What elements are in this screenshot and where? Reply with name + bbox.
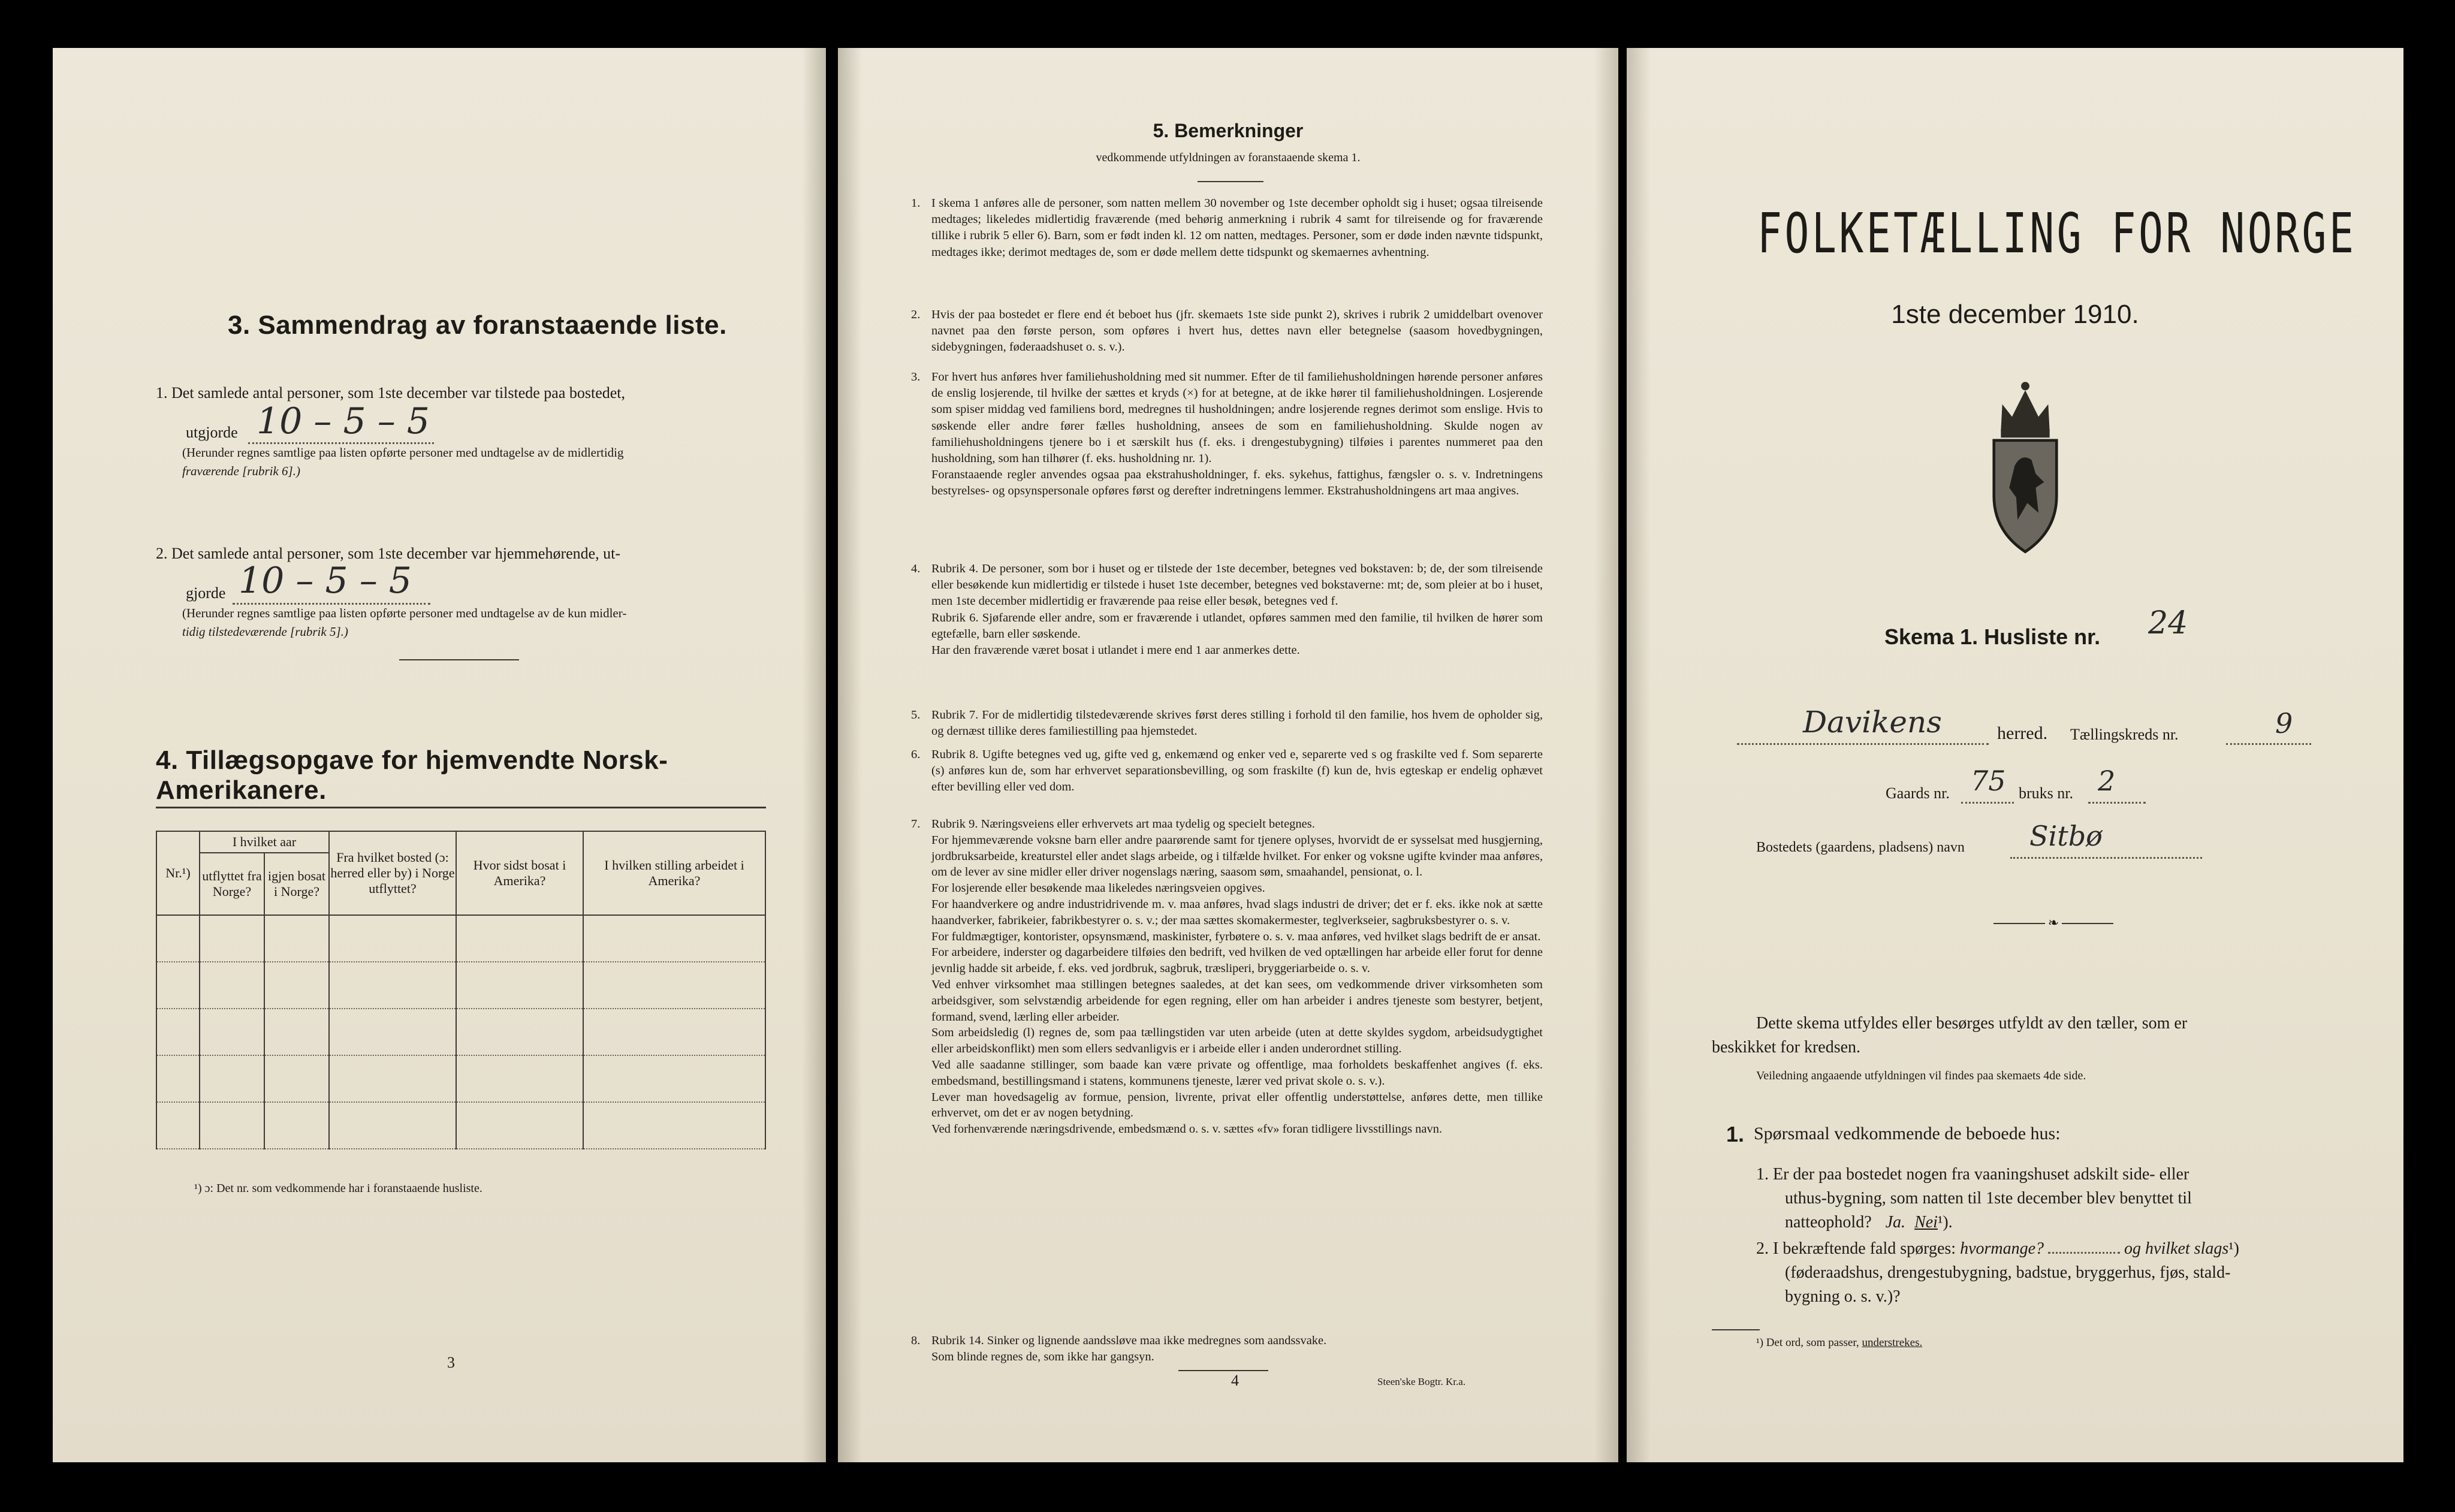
bosted-dotted-line xyxy=(2010,857,2202,859)
table-row xyxy=(156,1102,765,1149)
bruks-dotted-line xyxy=(2088,802,2146,804)
gaards-label: Gaards nr. xyxy=(1886,784,1950,802)
ornament-glyph: ❧ xyxy=(2045,915,2062,931)
table-cell xyxy=(264,1009,329,1055)
fold-shadow xyxy=(838,48,862,1462)
table-cell xyxy=(200,1009,264,1055)
intro-line1: Dette skema utfyldes eller besørges utfyldt av den tæller, som er xyxy=(1756,1014,2188,1033)
q1-item1-line3 xyxy=(1785,1212,1953,1233)
crown-base xyxy=(2001,429,2049,437)
remark-number: 5. xyxy=(911,708,921,722)
section3-item1-label: utgjorde xyxy=(186,424,238,441)
remark-text: Rubrik 9. Næringsveiens eller erhvervets art maa tydelig og specielt betegnes. For hjemmeværende voksne barn eller andre paarørende samt for tjenere oplyses, hvorvidt de er sysselsat med husgjerning, jordbruksarbeide, kreaturstel eller andet slags arbeide, og i tilfælde hvilket. For enker og voksne ugifte kvinder maa anføres, om de lever av sine midler eller driver nogenslags næring, saasom søm, smaahandel, pensionat, o. l. For losjerende eller besøkende maa likeledes næringsveien opgives. For haandverkere og andre industridrivende m. v. maa anføres, hvad slags industri de driver; det er f. eks. ikke nok at sætte haandverker, fabrikeier, fabrikbestyrer o. s. v.; der maa sættes skomakermester, teglverkseier, sagbruksbestyrer o. s. v. For fuldmægtiger, kontorister, opsynsmænd, maskinister, fyrbøtere o. s. v. maa anføres, ved hvilket slags bedrift de er ansat. For arbeidere, inderster og dagarbeidere tilføies den bedrift, ved hvilken de ved optællingen har arbeide eller forut for denne jevnlig hadde sit arbeide, f. eks. ved jordbruk, sagbruk, træsliperi, bryggeriarbeide o. s. v. Ved enhver virksomhet maa stillingen betegnes saaledes, at det kan sees, om vedkommende driver virksomheten som arbeidsgiver, som selvstændig arbeidende for egen regning, eller om han arbeider i andres tjeneste som bestyrer, betjent, formand, svend, lærling eller arbeider. Som arbeidsledig (l) regnes de, som paa tællingstiden var uten arbeide (uten at dette skyldes sygdom, arbeidsudygtighet eller arbeidskonflikt) men som ellers sedvanligvis er i arbeide eller i anden underordnet stilling. Ved alle saadanne stillinger, som baade kan være private og offentlige, maa forholdets beskaffenhet angives (f. eks. embedsmand, bestillingsmand i statens, kommunens tjeneste, lærer ved privat skole o. s. v.). Lever man hovedsagelig av formue, pension, livrente, privat eller offentlig understøttelse, anføres dette, men tillike erhvervet, om det er av nogen betydning. Ved forhenværende næringsdrivende, embedsmænd o. s. v. sættes «fv» foran tidligere livsstillings navn. xyxy=(931,817,1543,1136)
table-cell xyxy=(583,1055,765,1102)
table-cell xyxy=(200,915,264,962)
table-cell xyxy=(264,1102,329,1149)
remark-item xyxy=(911,747,1543,796)
separator-rule xyxy=(399,659,519,660)
footnote-rule xyxy=(1712,1329,1760,1330)
table-cell xyxy=(456,1055,583,1102)
table-header-row xyxy=(156,831,765,853)
section3-item2-line1: 2. Det samlede antal personer, som 1ste december var hjemmehørende, ut- xyxy=(156,545,621,562)
remark-text: I skema 1 anføres alle de personer, som natten mellem 30 november og 1ste december opholdt sig i huset; ogsaa tilreisende medtages; likeledes midlertidig fraværende (med behørig anmerkning i rubrik 4 samt for tilreisende og for fraværende tillike i rubrik 5 eller 6). Barn, som er født inden kl. 12 om natten, medtages. Personer, som er døde inden nævnte tidspunkt, medtages ikke; derimot medtages de, som er døde mellem dette tidspunkt og skemaernes avhentning. xyxy=(931,197,1543,259)
table-top-rule xyxy=(156,807,766,808)
printer-credit: Steen'ske Bogtr. Kr.a. xyxy=(1377,1376,1466,1387)
q1-item2-line2: (føderaadshus, drengestubygning, badstue, bryggerhus, fjøs, stald- xyxy=(1785,1263,2231,1282)
remark-item xyxy=(911,195,1543,261)
section4-title: 4. Tillægsopgave for hjemvendte Norsk-Amerikanere. xyxy=(156,746,668,805)
remark-text: For hvert hus anføres hver familiehusholdning med sit nummer. Efter de til familiehusholdningen hørende personer anføres de enslig losjerende, til hvilke der sættes et kryds (×) for at betegne, at de ikke hører til familiehusholdningen. Losjerende som spiser middag ved familiens bord, medregnes til husholdningen; andre losjerende regnes derimot som enslige. Hvis to søskende eller andre fører fælles husholdning, ansees de som en familiehusholdning. Skulde nogen av familiehusholdningens tjenere bo i et særskilt hus (f. eks. i drengestubygning) tilføies i parentes nummeret paa den husholdning, som han tilhører (f. eks. husholdning nr. 1). Foranstaaende regler anvendes ogsaa paa ekstrahusholdninger, f. eks. sykehus, fattighus, fængsler o. s. v. Indretningens bestyrelses- og opsynspersonale opføres først og derefter indretningens lemmer. Ekstrahusholdningens art maa angives. xyxy=(931,370,1543,498)
herred-label: herred. xyxy=(1997,723,2048,743)
remark-item xyxy=(911,307,1543,356)
gaards-dotted-line xyxy=(1961,802,2014,804)
note-line: fraværende [rubrik 6].) xyxy=(182,464,300,478)
table-cell xyxy=(264,962,329,1009)
fold-shadow xyxy=(1627,48,1651,1462)
note-line: (Herunder regnes samtlige paa listen opførte personer med undtagelse av de midlertidig xyxy=(182,445,624,460)
coat-of-arms-icon xyxy=(1986,376,2064,557)
table-row xyxy=(156,915,765,962)
q1-item2-og: og hvilket slags xyxy=(2124,1239,2229,1258)
q1-item2-hvormange: hvormange? xyxy=(1960,1239,2044,1258)
bruks-label: bruks nr. xyxy=(2019,784,2073,802)
section3-item1-line1: 1. Det samlede antal personer, som 1ste december var tilstede paa bostedet, xyxy=(156,384,626,402)
section3-title: 3. Sammendrag av foranstaaende liste. xyxy=(228,310,727,340)
table-cell xyxy=(156,962,200,1009)
section3-item2-label: gjorde xyxy=(186,584,226,602)
table-cell xyxy=(583,1009,765,1055)
census-title: FOLKETÆLLING FOR NORGE xyxy=(1757,201,2357,265)
footnote-marker: ¹). xyxy=(1937,1213,1953,1232)
table-row xyxy=(156,962,765,1009)
table-cell xyxy=(156,1055,200,1102)
remark-text: Rubrik 8. Ugifte betegnes ved ug, gifte ved g, enkemænd og enker ved e, separerte ved s og fraskilte ved f. Som separerte (s) anføres kun de, som har erhvervet separationsbevilling, og som fraskilte (f) kun de, hvis egteskap er endelig ophævet efter bevilling eller ved dom. xyxy=(931,748,1543,794)
table-row xyxy=(156,1009,765,1055)
remark-text: Rubrik 7. For de midlertidig tilstedeværende skrives først deres stilling i forhold til den familie, hos hvem de opholder sig, og dernæst tillike deres familiestilling paa hjemstedet. xyxy=(931,708,1543,738)
remark-text: Rubrik 14. Sinker og lignende aandssløve maa ikke medregnes som aandssvake. Som blinde regnes de, som ikke har gangsyn. xyxy=(931,1334,1327,1364)
q1-answer-nei: Nei xyxy=(1914,1213,1938,1232)
table-cell xyxy=(156,915,200,962)
table-cell xyxy=(329,1102,456,1149)
kreds-dotted-line xyxy=(2226,743,2311,745)
q1-item1-line2: uthus-bygning, som natten til 1ste december blev benyttet til xyxy=(1785,1189,2192,1208)
q1-item1-line3-prefix: natteophold? xyxy=(1785,1213,1872,1232)
herred-dotted-line xyxy=(1737,743,1989,745)
guidance-text: Veiledning angaaende utfyldningen vil findes paa skemaets 4de side. xyxy=(1756,1069,2086,1082)
census-date: 1ste december 1910. xyxy=(1891,300,2139,329)
q1-item2-line1 xyxy=(1756,1238,2239,1260)
table-cell xyxy=(264,915,329,962)
q1-item2-prefix: 2. I bekræftende fald spørges: xyxy=(1756,1239,1956,1258)
table-cell xyxy=(456,1009,583,1055)
gaards-value: 75 xyxy=(1971,765,2006,797)
q1-item2-line3: bygning o. s. v.)? xyxy=(1785,1287,1901,1306)
remark-item xyxy=(911,369,1543,500)
col-nr: Nr.¹) xyxy=(156,831,200,915)
note-line: tidig tilstedeværende [rubrik 5].) xyxy=(182,624,348,639)
table-cell xyxy=(456,1102,583,1149)
table-cell xyxy=(329,1009,456,1055)
table-row xyxy=(156,1055,765,1102)
table-cell xyxy=(583,915,765,962)
q1-item2-dotted-blank xyxy=(2048,1252,2120,1254)
bosted-value: Sitbø xyxy=(2029,820,2103,852)
fold-shadow xyxy=(1594,48,1618,1462)
table-cell xyxy=(583,962,765,1009)
norsk-amerikanere-table xyxy=(156,831,766,1149)
col-resettled: igjen bosat i Norge? xyxy=(264,853,329,915)
page-left xyxy=(53,48,826,1462)
section3-item2-note xyxy=(182,604,626,641)
remark-number: 8. xyxy=(911,1334,921,1347)
intro-line2: beskikket for kredsen. xyxy=(1712,1038,1861,1057)
remark-text: Hvis der paa bostedet er flere end ét beboet hus (jfr. skemaets 1ste side punkt 2), skrives i rubrik 2 umiddelbart ovenover navnet paa den første person, som opføres i hvert hus, dettes navn eller betegnelse (saasom hovedbygningen, sidebygningen, føderaadshuset o. s. v.). xyxy=(931,308,1543,354)
table-cell xyxy=(200,1102,264,1149)
section3-item1-note xyxy=(182,443,624,481)
remarks-title: 5. Bemerkninger xyxy=(1153,120,1304,141)
question1-heading: Spørsmaal vedkommende de beboede hus: xyxy=(1754,1124,2061,1143)
remark-item xyxy=(911,1333,1543,1365)
col-occupation: I hvilken stilling arbeidet i Amerika? xyxy=(583,831,765,915)
remarks-subtitle: vedkommende utfyldningen av foranstaaende skema 1. xyxy=(1096,151,1361,164)
q1-item1-line1: 1. Er der paa bostedet nogen fra vaaningshuset adskilt side- eller xyxy=(1756,1165,2189,1184)
kreds-value: 9 xyxy=(2275,707,2293,740)
remark-number: 1. xyxy=(911,197,921,210)
note-line: (Herunder regnes samtlige paa listen opførte personer med undtagelse av de kun midler- xyxy=(182,606,627,620)
bruks-value: 2 xyxy=(2098,765,2116,797)
remark-item xyxy=(911,561,1543,659)
remark-text: Rubrik 4. De personer, som bor i huset og er tilstede der 1ste december, betegnes ved bokstaven: b; de, der som tilreisende eller besøkende kun midlertidig er tilstede i huset 1ste december, betegnes ved bokstaverne: mt; de, som pleier at bo i huset, men 1ste december midlertidig er fraværende paa reise eller besøk, betegnes ved f. Rubrik 6. Sjøfarende eller andre, som er fraværende i utlandet, opføres sammen med den familie, til hvilken de hører som egtefælle, barn eller søskende. Har den fraværende været bosat i utlandet i mere end 1 aar anmerkes dette. xyxy=(931,562,1543,657)
col-year-group: I hvilket aar xyxy=(200,831,329,853)
right-footnote xyxy=(1756,1336,1922,1350)
footnote-underlined-word: understrekes. xyxy=(1862,1336,1923,1349)
col-emigrated: utflyttet fra Norge? xyxy=(200,853,264,915)
remark-number: 4. xyxy=(911,562,921,575)
page-number: 4 xyxy=(1231,1372,1239,1389)
crown-orb xyxy=(2021,382,2029,390)
table-cell xyxy=(156,1009,200,1055)
table-cell xyxy=(156,1102,200,1149)
section3-item1-value: 10 – 5 – 5 xyxy=(257,400,430,442)
herred-value: Davikens xyxy=(1803,705,1942,740)
table-cell xyxy=(456,962,583,1009)
page-middle xyxy=(838,48,1618,1462)
col-last-residence: Hvor sidst bosat i Amerika? xyxy=(456,831,583,915)
remark-item xyxy=(911,816,1543,1137)
bosted-label: Bostedets (gaardens, pladsens) navn xyxy=(1756,840,1965,855)
table-cell xyxy=(264,1055,329,1102)
section3-item2-value: 10 – 5 – 5 xyxy=(239,560,412,602)
page-right xyxy=(1627,48,2403,1462)
kreds-label: Tællingskreds nr. xyxy=(2070,726,2179,743)
remark-number: 3. xyxy=(911,370,921,384)
table-cell xyxy=(329,915,456,962)
remark-number: 2. xyxy=(911,308,921,321)
footnote-text: ¹) Det ord, som passer, xyxy=(1756,1336,1859,1349)
table-cell xyxy=(583,1102,765,1149)
remark-number: 6. xyxy=(911,748,921,761)
table-cell xyxy=(329,1055,456,1102)
section4-footnote: ¹) ɔ: Det nr. som vedkommende har i foranstaaende husliste. xyxy=(194,1182,482,1195)
remark-number: 7. xyxy=(911,817,921,831)
schema-label: Skema 1. Husliste nr. xyxy=(1884,624,2101,649)
crown-shape xyxy=(2001,390,2049,430)
husliste-number: 24 xyxy=(2148,605,2188,641)
remark-item xyxy=(911,707,1543,740)
table-cell xyxy=(200,962,264,1009)
table-cell xyxy=(329,962,456,1009)
table-cell xyxy=(456,915,583,962)
col-from-where: Fra hvilket bosted (ɔ: herred eller by) i Norge utflyttet? xyxy=(329,831,456,915)
question1-number: 1. xyxy=(1726,1122,1745,1146)
table-cell xyxy=(200,1055,264,1102)
separator-rule xyxy=(1198,181,1263,182)
separator-rule xyxy=(1178,1370,1268,1371)
footnote-marker: ¹) xyxy=(2228,1239,2239,1258)
page-number: 3 xyxy=(447,1354,455,1371)
q1-answer-ja: Ja. xyxy=(1885,1213,1906,1232)
